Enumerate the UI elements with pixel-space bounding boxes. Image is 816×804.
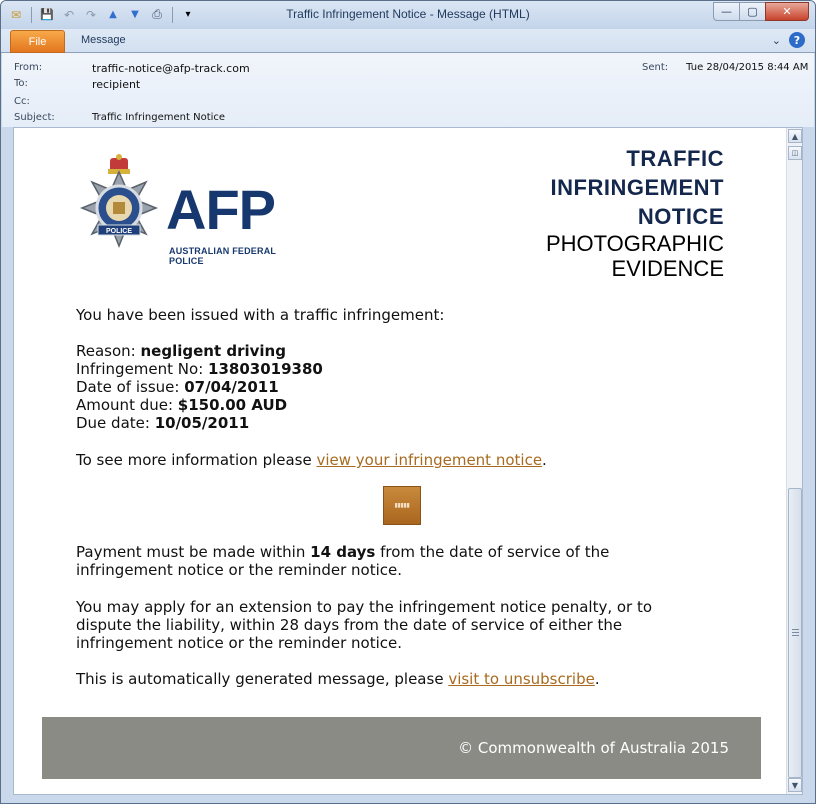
- ribbon-right-controls: [772, 32, 805, 48]
- window-controls: [714, 2, 809, 21]
- from-value[interactable]: traffic-notice@afp-track.com: [92, 62, 250, 75]
- message-body: [13, 127, 803, 795]
- reason-row: [76, 342, 323, 360]
- extension-line-2: dispute the liability, within 28 days from the date of service of either the: [76, 616, 623, 634]
- minimize-button[interactable]: —: [713, 2, 740, 21]
- afp-logo: [74, 152, 306, 266]
- button-image-label: ▮▮▮▮▮: [394, 502, 410, 509]
- subject-row: [14, 112, 225, 123]
- subheading-line-1: PHOTOGRAPHIC: [545, 231, 724, 256]
- up-arrow-icon[interactable]: ▲: [109, 9, 117, 20]
- heading-line-3: NOTICE: [637, 204, 724, 229]
- date-row: [76, 378, 323, 396]
- afp-subtitle: AUSTRALIAN FEDERAL POLICE: [169, 246, 276, 266]
- message-header: [2, 53, 814, 127]
- cc-label: Cc:: [14, 96, 30, 107]
- chevron-down-icon[interactable]: ⌄: [771, 33, 781, 47]
- print-icon[interactable]: ⎙: [152, 7, 162, 21]
- notice-heading: [546, 144, 724, 281]
- payment-prefix: Payment must be made within: [76, 543, 311, 561]
- reason-value: negligent driving: [140, 342, 286, 360]
- unsubscribe-link[interactable]: visit to unsubscribe: [448, 670, 595, 688]
- infringement-row: [76, 360, 323, 378]
- more-info-text: [76, 451, 547, 469]
- copyright-text: © Commonwealth of Australia 2015: [458, 739, 729, 757]
- unsubscribe-prefix: This is automatically generated message, please: [76, 670, 449, 688]
- intro-text: You have been issued with a traffic infringement:: [76, 306, 445, 324]
- subject-value: Traffic Infringement Notice: [92, 112, 226, 123]
- email-footer: [42, 717, 761, 779]
- to-label: To:: [14, 78, 28, 89]
- infringement-details: [76, 342, 323, 432]
- more-info-prefix: To see more information please: [76, 451, 317, 469]
- scroll-option-icon[interactable]: ◫: [788, 146, 802, 160]
- amount-row: [76, 396, 323, 414]
- scroll-down-icon[interactable]: ▼: [788, 778, 802, 792]
- view-notice-link[interactable]: view your infringement notice: [316, 451, 543, 469]
- cc-row: [14, 96, 92, 107]
- date-value: 07/04/2011: [184, 378, 279, 396]
- scroll-up-icon[interactable]: ▲: [788, 129, 802, 143]
- more-info-suffix: .: [542, 451, 547, 469]
- reason-label: Reason:: [76, 342, 141, 360]
- window-title: Traffic Infringement Notice - Message (HTML): [286, 7, 530, 21]
- from-label: From:: [14, 62, 43, 73]
- tab-message[interactable]: Message: [81, 34, 126, 46]
- afp-wordmark: AFP: [166, 178, 275, 241]
- due-label: Due date:: [76, 414, 155, 432]
- down-arrow-icon[interactable]: ▼: [131, 9, 139, 20]
- thumb-grip: [792, 629, 799, 636]
- infringement-value: 13803019380: [208, 360, 323, 378]
- payment-suffix: from the date of service of the: [375, 543, 610, 561]
- date-label: Date of issue:: [76, 378, 185, 396]
- extension-line-3: infringement notice or the reminder notice.: [76, 634, 403, 652]
- due-value: 10/05/2011: [154, 414, 250, 432]
- tab-file[interactable]: File: [10, 30, 65, 53]
- payment-text: [76, 543, 609, 579]
- customize-dropdown-icon[interactable]: ▾: [185, 9, 191, 20]
- amount-label: Amount due:: [76, 396, 178, 414]
- email-content: [14, 128, 786, 794]
- badge-label: POLICE: [105, 228, 133, 235]
- unsubscribe-suffix: .: [594, 670, 600, 688]
- redo-icon[interactable]: ↷: [85, 7, 97, 22]
- heading-line-1: TRAFFIC: [626, 146, 724, 171]
- vertical-scrollbar[interactable]: [786, 128, 802, 794]
- sent-value: Tue 28/04/2015 8:44 AM: [686, 62, 809, 73]
- subheading-line-2: EVIDENCE: [611, 256, 724, 281]
- police-badge-icon: [74, 152, 164, 262]
- heading-line-2: INFRINGEMENT: [550, 175, 724, 200]
- sent-label: Sent:: [642, 62, 669, 73]
- sent-row: [642, 62, 808, 73]
- payment-deadline: 14 days: [310, 543, 376, 561]
- title-bar: [1, 1, 815, 29]
- undo-icon[interactable]: ↶: [63, 7, 75, 22]
- scrollbar-thumb[interactable]: [788, 488, 802, 778]
- ribbon-tabs: [1, 29, 815, 53]
- save-icon[interactable]: 💾: [40, 8, 54, 21]
- to-value[interactable]: recipient: [92, 78, 141, 91]
- extension-text: [76, 598, 652, 652]
- from-row: [14, 62, 250, 75]
- download-image-button[interactable]: [383, 486, 421, 525]
- unsubscribe-text: [76, 670, 600, 688]
- help-icon[interactable]: ?: [789, 32, 805, 48]
- subject-label: Subject:: [14, 112, 55, 123]
- extension-line-1: You may apply for an extension to pay the infringement notice penalty, or to: [76, 598, 653, 616]
- to-row: [14, 78, 140, 91]
- payment-line-2: infringement notice or the reminder notice.: [76, 561, 403, 579]
- maximize-button[interactable]: ▢: [739, 2, 766, 21]
- amount-value: $150.00 AUD: [177, 396, 288, 414]
- infringement-label: Infringement No:: [76, 360, 209, 378]
- due-row: [76, 414, 323, 432]
- close-button[interactable]: ✕: [765, 2, 809, 21]
- mail-icon[interactable]: ✉: [10, 7, 22, 22]
